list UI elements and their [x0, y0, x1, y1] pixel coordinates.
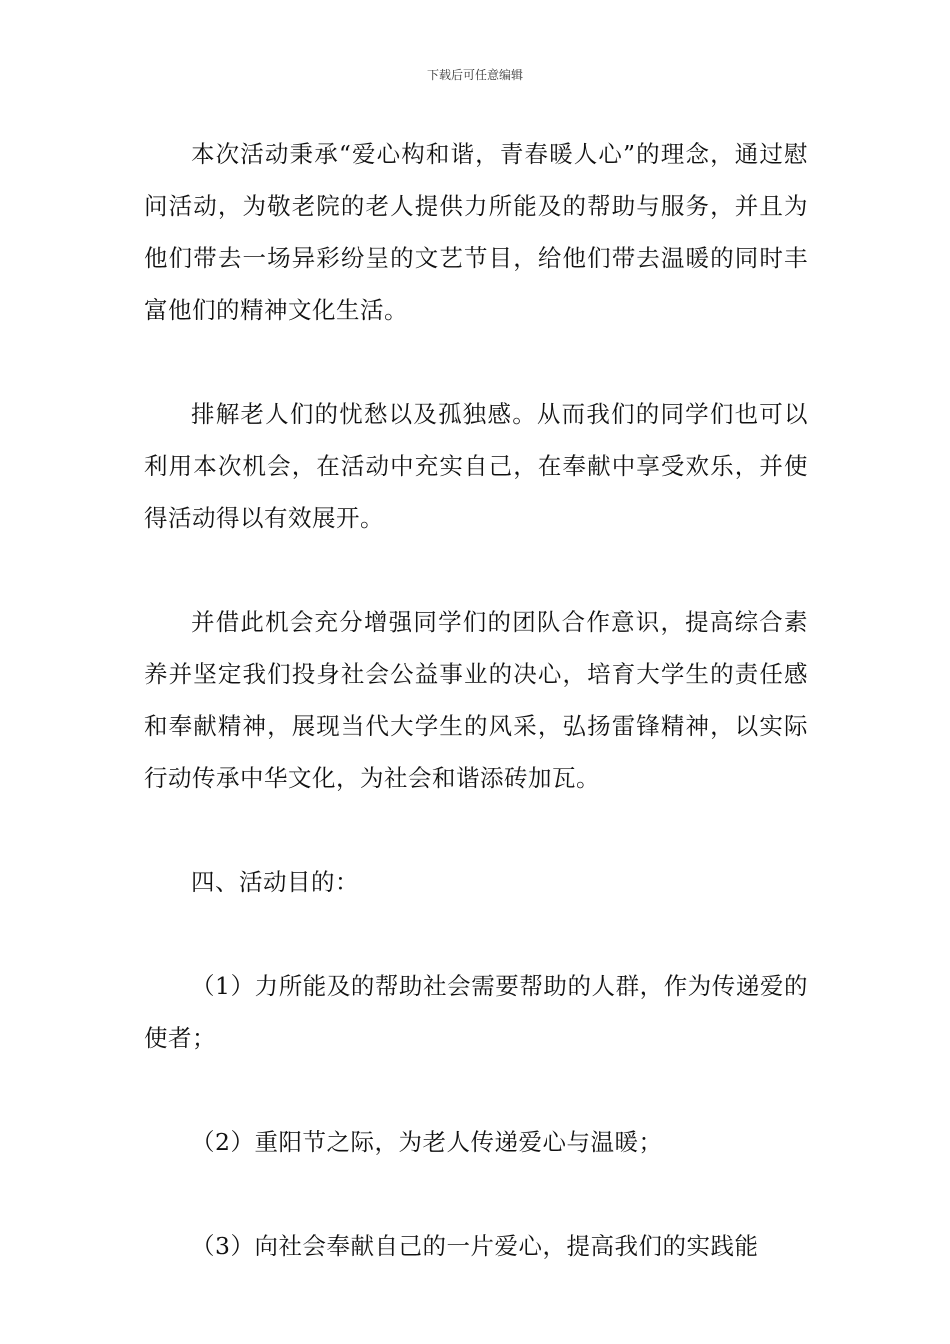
paragraph-gap	[144, 336, 808, 388]
paragraph-gap	[144, 544, 808, 596]
paragraph-gap	[144, 1064, 808, 1116]
section-heading-activity-purpose: 四、活动目的：	[191, 868, 359, 896]
paragraph-gap	[144, 908, 808, 960]
page-header: 下载后可任意编辑	[426, 68, 523, 82]
purpose-item-3: （3）向社会奉献自己的一片爱心，提高我们的实践能	[191, 1232, 759, 1260]
paragraph-teamwork: 并借此机会充分增强同学们的团队合作意识，提高综合素养并坚定我们投身社会公益事业的决心，培育大学生的责任感和奉献精神，展现当代大学生的风采，弘扬雷锋精神，以实际行动传承中华文化，为社会和谐添砖加瓦。	[144, 608, 808, 792]
purpose-item-2: （2）重阳节之际，为老人传递爱心与温暖；	[191, 1128, 663, 1156]
paragraph-gap	[144, 804, 808, 856]
paragraph-relieve-loneliness: 排解老人们的忧愁以及孤独感。从而我们的同学们也可以利用本次机会，在活动中充实自己，在奉献中享受欢乐，并使得活动得以有效展开。	[144, 400, 808, 532]
document-body	[144, 128, 808, 1272]
purpose-item-1: （1）力所能及的帮助社会需要帮助的人群，作为传递爱的使者；	[144, 972, 808, 1052]
paragraph-activity-concept: 本次活动秉承“爱心构和谐，青春暖人心”的理念，通过慰问活动，为敬老院的老人提供力所能及的帮助与服务，并且为他们带去一场异彩纷呈的文艺节目，给他们带去温暖的同时丰富他们的精神文化生活。	[144, 140, 808, 324]
paragraph-gap	[144, 1168, 808, 1220]
